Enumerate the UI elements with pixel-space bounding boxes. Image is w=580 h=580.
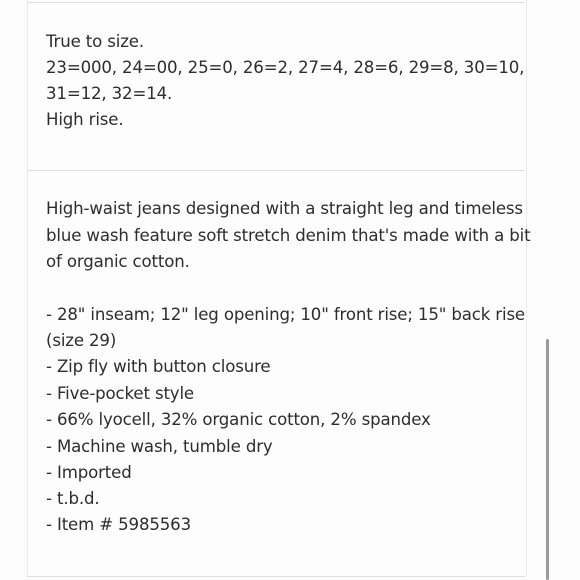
description-line: of organic cotton. <box>46 252 190 271</box>
detail-item-measurements-size: (size 29) <box>46 331 117 350</box>
bottom-divider <box>27 576 525 577</box>
size-conversion-line-1: 23=000, 24=00, 25=0, 26=2, 27=4, 28=6, 29=8, 30=10, <box>46 58 525 77</box>
detail-item-measurements: - 28" inseam; 12" leg opening; 10" front rise; 15" back rise <box>46 305 525 324</box>
detail-item-closure: - Zip fly with button closure <box>46 357 271 376</box>
detail-item-fabric: - 66% lyocell, 32% organic cotton, 2% spandex <box>46 410 431 429</box>
detail-item-pockets: - Five-pocket style <box>46 384 194 403</box>
detail-item-tbd: - t.b.d. <box>46 489 100 508</box>
scrollbar-thumb[interactable] <box>546 339 549 580</box>
top-divider <box>27 2 525 3</box>
fit-note: True to size. <box>46 32 144 51</box>
rise-note: High rise. <box>46 110 124 129</box>
size-conversion-line-2: 31=12, 32=14. <box>46 84 173 103</box>
detail-item-care: - Machine wash, tumble dry <box>46 437 273 456</box>
detail-item-number: - Item # 5985563 <box>46 515 191 534</box>
detail-item-origin: - Imported <box>46 463 132 482</box>
description-line: blue wash feature soft stretch denim that's made with a bit <box>46 226 531 245</box>
description-line: High-waist jeans designed with a straight leg and timeless <box>46 199 523 218</box>
section-divider <box>27 170 525 171</box>
